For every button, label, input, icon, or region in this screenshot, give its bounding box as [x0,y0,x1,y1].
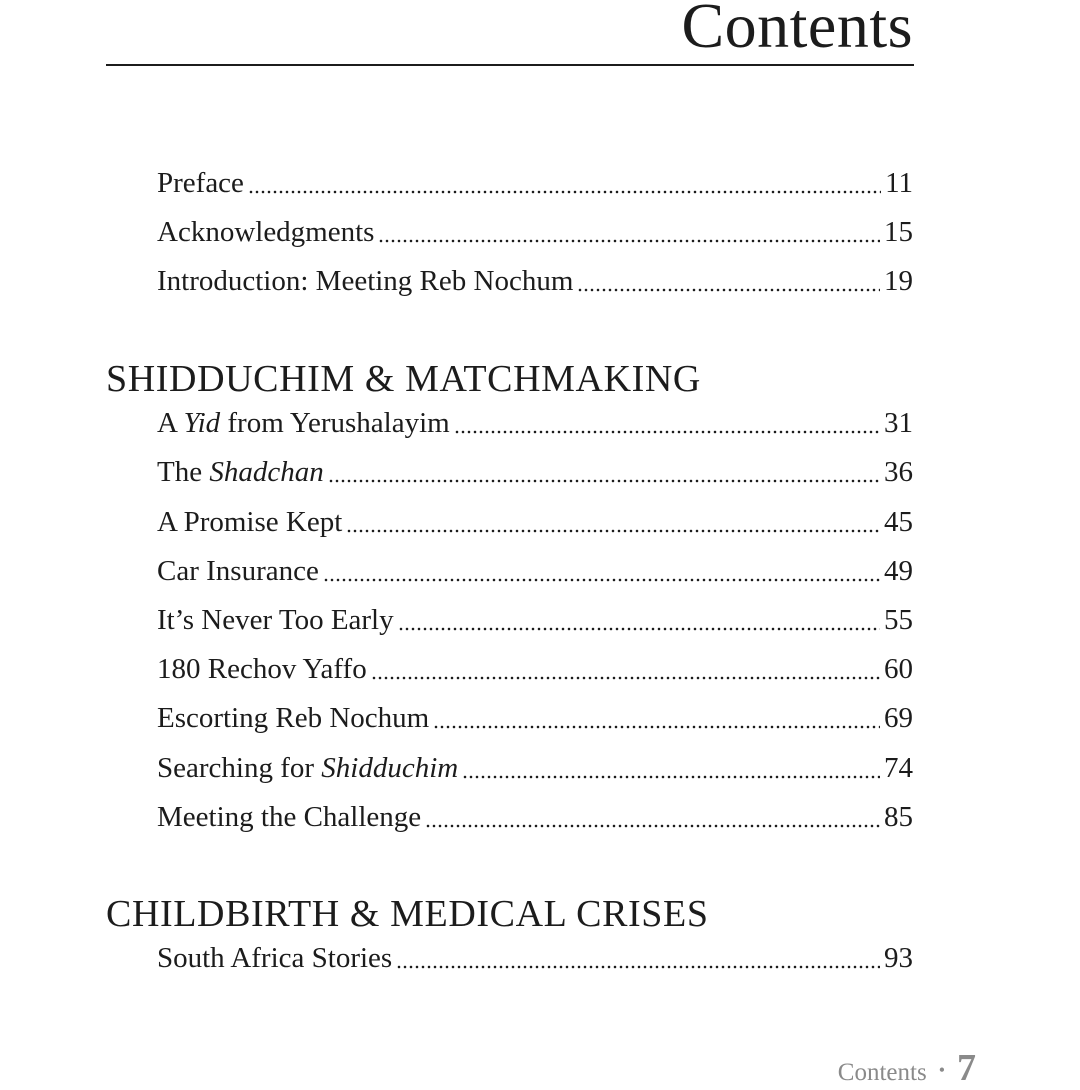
dot-leader [433,720,880,734]
entry-page-number: 36 [884,456,913,488]
entry-title-part: It’s Never Too Early [157,604,394,636]
toc-entry [157,600,913,640]
entry-title-part: The [157,456,210,488]
entry-title [157,163,244,203]
toc-entry [157,452,913,492]
toc-entry [157,212,913,252]
dot-leader [577,283,880,297]
entry-title-part: Introduction: Meeting Reb Nochum [157,265,574,297]
entry-title-part: South Africa Stories [157,942,393,974]
dot-leader [328,474,880,488]
entry-page-number: 11 [885,167,913,199]
dot-leader [398,622,880,636]
entry-title-part: Preface [157,167,244,199]
entry-title-part: A [157,407,184,439]
dot-leader [378,234,880,248]
dot-leader [323,573,880,587]
toc-entry [157,163,913,203]
entry-title-part: Searching for [157,752,322,784]
entry-title-italic-part: Shidduchim [321,752,459,784]
dot-leader [346,524,880,538]
title-divider [106,64,914,66]
entry-page-number: 49 [884,555,913,587]
section-heading: SHIDDUCHIM & MATCHMAKING [106,358,701,400]
toc-entry [157,649,913,689]
entry-page-number: 60 [884,653,913,685]
entry-title [157,938,392,978]
entry-title-italic-part: Yid [183,407,221,439]
toc-entry [157,261,913,301]
dot-leader [454,425,880,439]
entry-title [157,403,450,443]
entry-page-number: 31 [884,407,913,439]
dot-leader [371,671,880,685]
toc-entry [157,938,913,978]
entry-title [157,748,458,788]
page-title: Contents [681,0,913,61]
entry-title [157,452,324,492]
toc-entry [157,748,913,788]
entry-title [157,551,319,591]
entry-page-number: 15 [884,216,913,248]
footer-bullet: • [938,1060,945,1080]
toc-entry [157,403,913,443]
entry-page-number: 19 [884,265,913,297]
entry-title-part: Car Insurance [157,555,319,587]
entry-title-part: Meeting the Challenge [157,801,422,833]
footer-page-number: 7 [957,1047,976,1089]
entry-page-number: 69 [884,702,913,734]
entry-title-part: Escorting Reb Nochum [157,702,430,734]
entry-page-number: 93 [884,942,913,974]
entry-title-part: A Promise Kept [157,506,343,538]
dot-leader [248,185,881,199]
entry-page-number: 55 [884,604,913,636]
entry-page-number: 85 [884,801,913,833]
entry-title [157,797,421,837]
entry-title-part: from Yerushalayim [220,407,450,439]
dot-leader [462,770,880,784]
entry-title [157,698,429,738]
dot-leader [396,960,880,974]
page-footer [838,1046,976,1090]
entry-title-italic-part: Shadchan [209,456,324,488]
entry-title [157,212,374,252]
footer-label: Contents [837,1059,927,1086]
toc-entry [157,502,913,542]
entry-title [157,502,342,542]
toc-entry [157,551,913,591]
entry-title [157,261,573,301]
entry-title-part: 180 Rechov Yaffo [157,653,367,685]
entry-page-number: 74 [884,752,913,784]
section-heading: CHILDBIRTH & MEDICAL CRISES [106,893,709,935]
toc-entry [157,797,913,837]
toc-entry [157,698,913,738]
entry-title [157,600,394,640]
dot-leader [425,819,880,833]
entry-title [157,649,367,689]
entry-title-part: Acknowledgments [157,216,375,248]
entry-page-number: 45 [884,506,913,538]
